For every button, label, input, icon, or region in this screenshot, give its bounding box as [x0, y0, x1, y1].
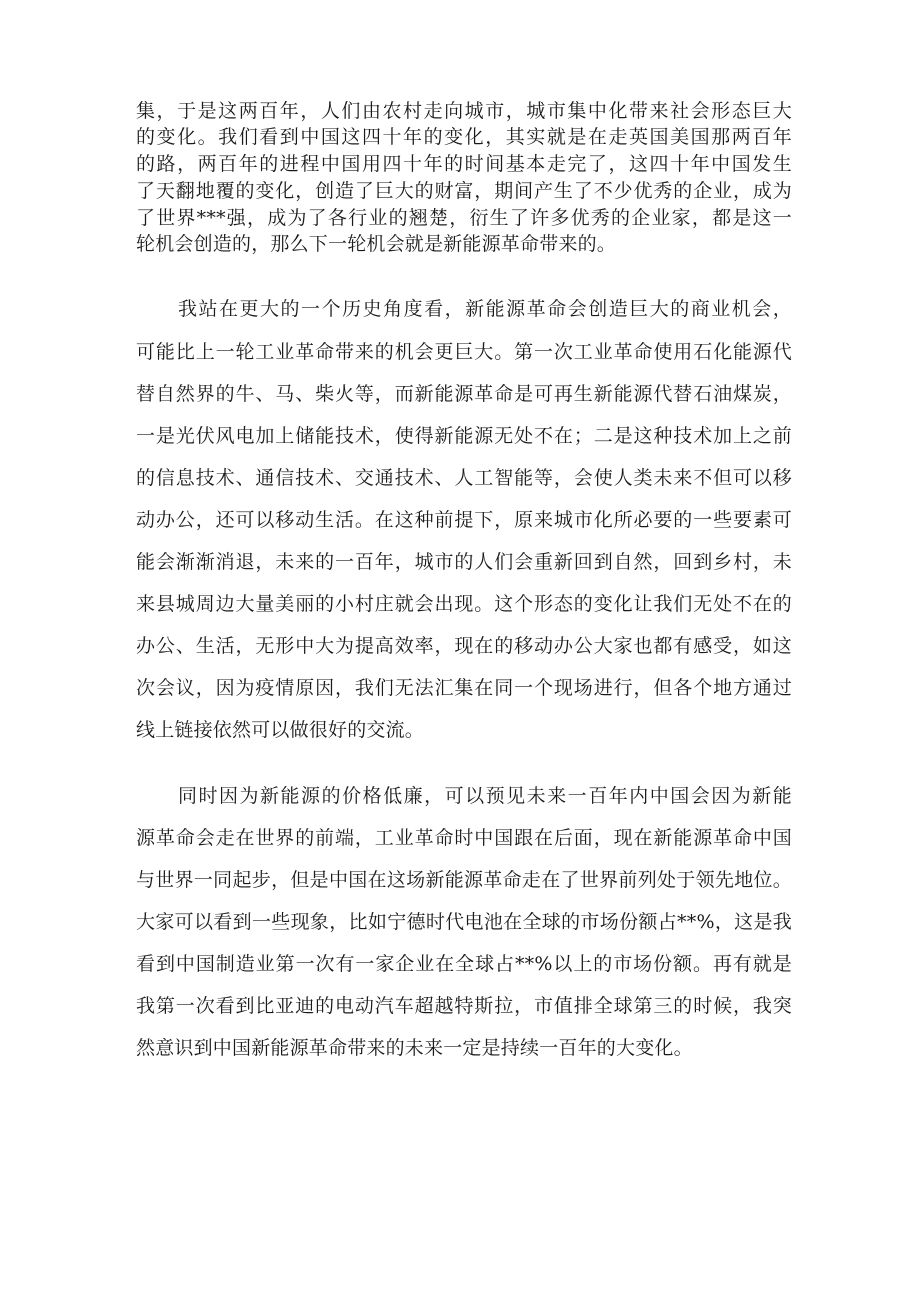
- text-line: 轮机会创造的，那么下一轮机会就是新能源革命带来的。: [136, 233, 617, 255]
- text-line: 大家可以看到一些现象，比如宁德时代电池在全球的市场份额占**%，这是我: [136, 911, 792, 933]
- text-line: 办公、生活，无形中大为提高效率，现在的移动办公大家也都有感受，如这: [136, 635, 792, 657]
- text-line: 次会议，因为疫情原因，我们无法汇集在同一个现场进行，但各个地方通过: [136, 677, 792, 699]
- text-line: 一是光伏风电加上储能技术，使得新能源无处不在；二是这种技术加上之前: [136, 425, 792, 447]
- text-line: 集，于是这两百年，人们由农村走向城市，城市集中化带来社会形态巨大: [136, 100, 792, 122]
- text-line: 然意识到中国新能源革命带来的未来一定是持续一百年的大变化。: [136, 1037, 693, 1059]
- text-line: 的变化。我们看到中国这四十年的变化，其实就是在走英国美国那两百年: [136, 126, 792, 148]
- text-line: 的信息技术、通信技术、交通技术、人工智能等，会使人类未来不但可以移: [136, 467, 792, 489]
- text-line: 能会渐渐消退，未来的一百年，城市的人们会重新回到自然，回到乡村，未: [136, 551, 792, 573]
- text-line: 与世界一同起步，但是中国在这场新能源革命走在了世界前列处于领先地位。: [136, 869, 792, 891]
- text-line: 的路，两百年的进程中国用四十年的时间基本走完了，这四十年中国发生: [136, 153, 792, 175]
- text-line: 了世界***强，成为了各行业的翘楚，衍生了许多优秀的企业家，都是这一: [136, 207, 792, 229]
- text-line: 源革命会走在世界的前端，工业革命时中国跟在后面，现在新能源革命中国: [136, 827, 792, 849]
- text-line: 看到中国制造业第一次有一家企业在全球占**%以上的市场份额。再有就是: [136, 953, 792, 975]
- text-line: 我第一次看到比亚迪的电动汽车超越特斯拉，市值排全球第三的时候，我突: [136, 995, 792, 1017]
- text-line: 来县城周边大量美丽的小村庄就会出现。这个形态的变化让我们无处不在的: [136, 593, 792, 615]
- text-line: 可能比上一轮工业革命带来的机会更巨大。第一次工业革命使用石化能源代: [136, 341, 792, 363]
- text-line: 线上链接依然可以做很好的交流。: [136, 719, 425, 741]
- text-line: 了天翻地覆的变化，创造了巨大的财富，期间产生了不少优秀的企业，成为: [136, 180, 792, 202]
- text-line: 替自然界的牛、马、柴火等，而新能源革命是可再生新能源代替石油煤炭，: [136, 383, 792, 405]
- text-line: 动办公，还可以移动生活。在这种前提下，原来城市化所必要的一些要素可: [136, 509, 792, 531]
- text-line: 同时因为新能源的价格低廉，可以预见未来一百年内中国会因为新能: [178, 785, 792, 807]
- text-line: 我站在更大的一个历史角度看，新能源革命会创造巨大的商业机会，: [178, 298, 792, 320]
